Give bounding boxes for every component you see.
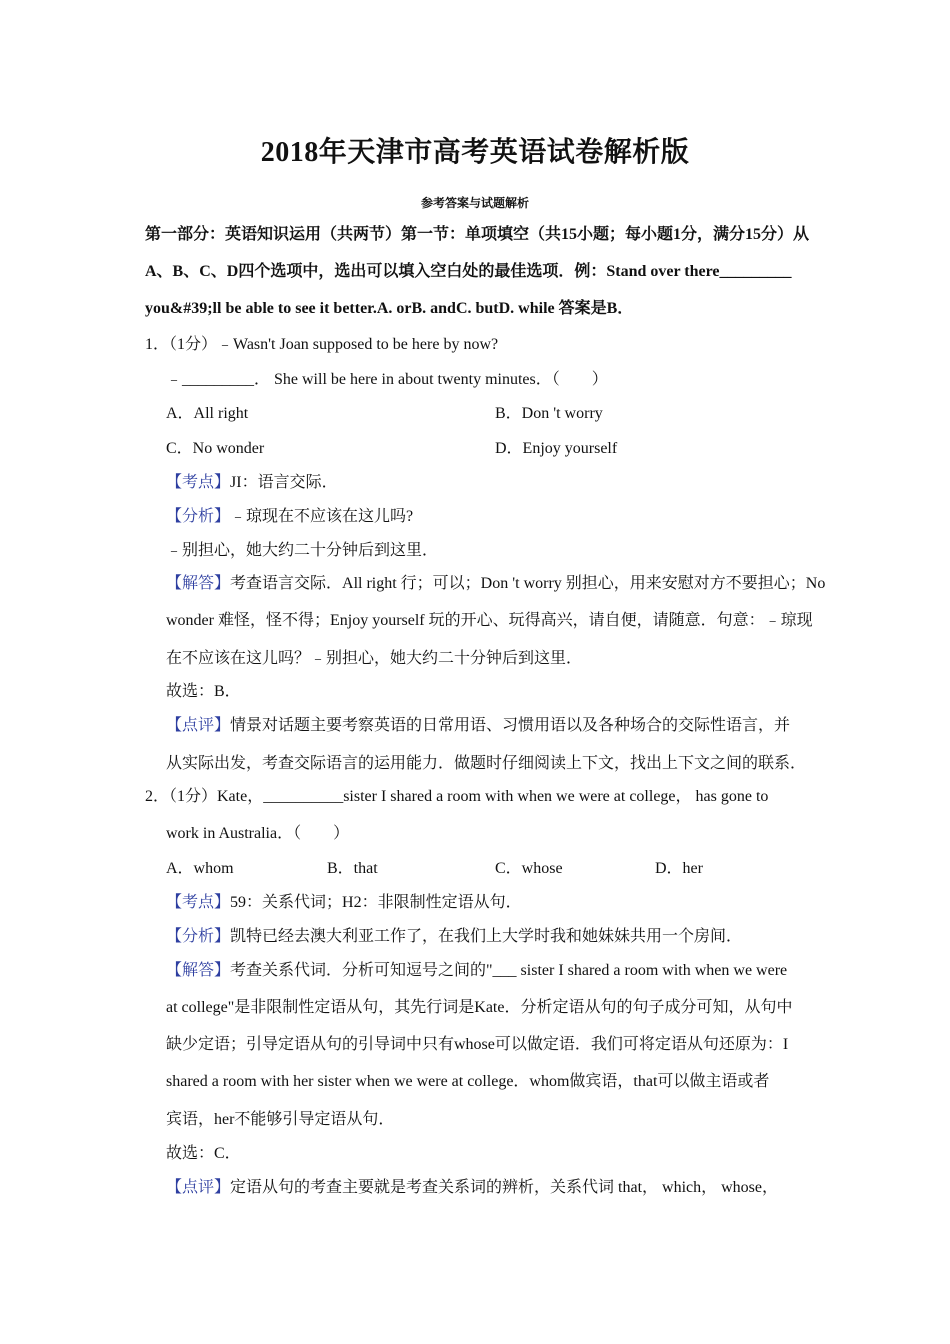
- jieda-text: 考查语言交际．All right 行；可以；Don 't worry 别担心，用来安慰对方不要担心；No: [230, 575, 826, 592]
- jieda-text: 考查关系代词．分析可知逗号之间的"___ sister I shared a room with when we were: [230, 962, 788, 979]
- dianping-tag: 【点评】: [166, 717, 231, 734]
- q2-jieda-line2: at college"是非限制性定语从句，其先行词是Kate．分析定语从句的句子成分可知，从句中: [166, 999, 793, 1016]
- q2-answer: 故选：C．: [166, 1145, 241, 1162]
- q1-option-c: C．No wonder: [166, 440, 265, 457]
- q2-fenxi: [166, 923, 742, 946]
- jieda-tag: 【解答】: [166, 575, 231, 592]
- section-intro: 第一部分：英语知识运用（共两节）第一节：单项填空（共15小题；每小题1分，满分15分）从A、B、C、D四个选项中，选出可以填入空白处的最佳选项．例：Stand over there_________ you&#39;ll be able to see it better.A. orB. andC. butD. while 答案是B．: [145, 226, 810, 317]
- q1-answer: 故选：B．: [166, 683, 241, 700]
- q2-kaodian: [166, 889, 522, 912]
- page-title: 2018年天津市高考英语试卷解析版: [260, 137, 690, 168]
- q2-option-a: A．whom: [166, 860, 234, 877]
- fenxi-tag: 【分析】: [166, 508, 231, 525]
- fenxi-tag: 【分析】: [166, 928, 231, 945]
- kaodian-tag: 【考点】: [166, 474, 231, 491]
- dianping-tag: 【点评】: [166, 1179, 231, 1196]
- q1-fenxi-line2: ﹣别担心，她大约二十分钟后到这里．: [166, 542, 439, 559]
- q2-jieda-line3: 缺少定语；引导定语从句的引导词中只有whose可以做定语．我们可将定语从句还原为：I: [166, 1036, 789, 1053]
- q1-jieda-line2: wonder 难怪，怪不得；Enjoy yourself 玩的开心、玩得高兴，请自便，请随意．句意：﹣琼现: [166, 612, 813, 629]
- q2-option-b: B．that: [327, 860, 378, 877]
- q1-dianping-line2: 从实际出发，考查交际语言的运用能力．做题时仔细阅读上下文，找出上下文之间的联系．: [166, 755, 807, 772]
- q2-stem-line2: work in Australia．（ ）: [166, 825, 350, 842]
- q1-dianping: [166, 712, 790, 735]
- jieda-tag: 【解答】: [166, 962, 231, 979]
- q1-stem-line1: 1．（1分）﹣Wasn't Joan supposed to be here by now?: [145, 336, 499, 353]
- kaodian-text: 59：关系代词；H2：非限制性定语从句．: [230, 894, 522, 911]
- q2-option-c: C．whose: [495, 860, 563, 877]
- q1-option-a: A．All right: [166, 405, 249, 422]
- q2-jieda: [166, 957, 787, 980]
- q2-jieda-line5: 宾语，her不能够引导定语从句．: [166, 1111, 395, 1128]
- kaodian-text: JI：语言交际．: [230, 474, 338, 491]
- dianping-text: 情景对话题主要考察英语的日常用语、习惯用语以及各种场合的交际性语言，并: [230, 717, 791, 734]
- q1-option-d: D．Enjoy yourself: [495, 440, 618, 457]
- fenxi-text: 凯特已经去澳大利亚工作了，在我们上大学时我和她妹妹共用一个房间．: [230, 928, 743, 945]
- q2-stem-line1: 2．（1分）Kate，__________sister I shared a room with when we were at college， has gone to: [145, 788, 769, 805]
- fenxi-text: ﹣琼现在不应该在这儿吗?: [230, 508, 414, 525]
- q1-stem-line2: ﹣_________． She will be here in about twenty minutes．（ ）: [166, 371, 608, 388]
- q2-dianping: [166, 1174, 778, 1197]
- q1-option-b: B．Don 't worry: [495, 405, 603, 422]
- q1-jieda-line3: 在不应该在这儿吗？﹣别担心，她大约二十分钟后到这里．: [166, 650, 583, 667]
- q1-kaodian: [166, 469, 338, 492]
- page-subtitle: 参考答案与试题解析: [420, 196, 529, 210]
- q2-option-d: D．her: [655, 860, 703, 877]
- dianping-text: 定语从句的考查主要就是考查关系词的辨析，关系代词 that， which， whose，: [230, 1179, 778, 1196]
- q1-fenxi: [166, 503, 413, 526]
- kaodian-tag: 【考点】: [166, 894, 231, 911]
- q1-jieda: [166, 570, 825, 593]
- q2-jieda-line4: shared a room with her sister when we were at college．whom做宾语，that可以做主语或者: [166, 1073, 770, 1090]
